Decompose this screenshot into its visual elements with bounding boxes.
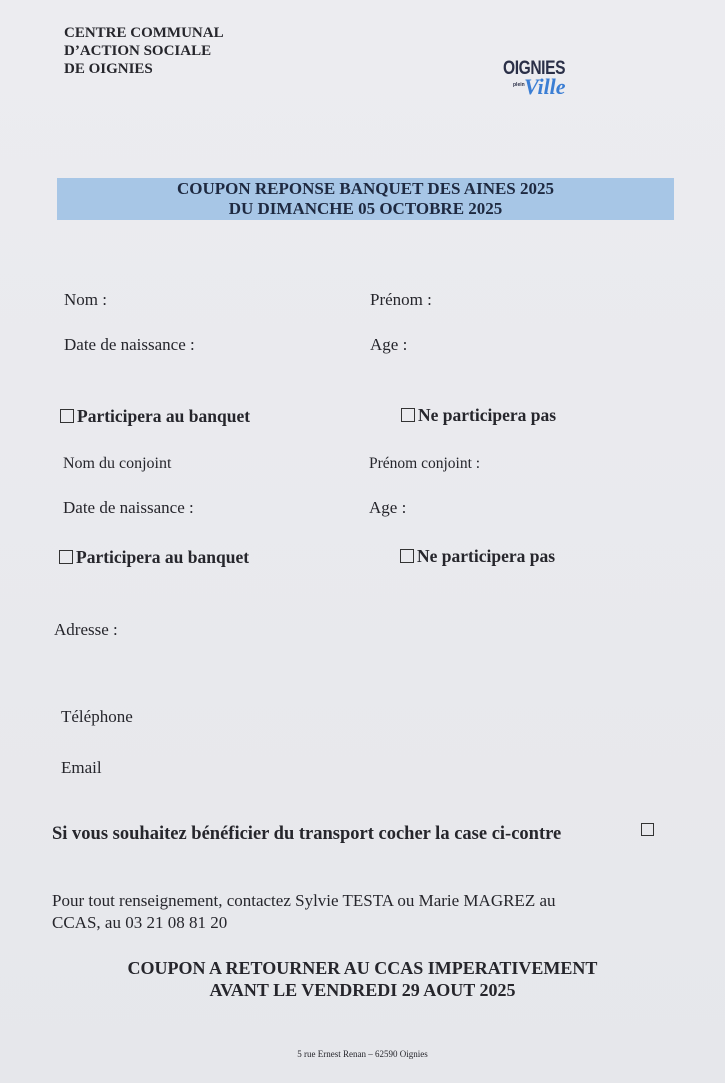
oignies-logo	[503, 58, 583, 108]
contact-line-1: Pour tout renseignement, contactez Sylvie TESTA ou Marie MAGREZ au	[52, 891, 556, 910]
email-label: Email	[61, 758, 102, 777]
participe-conjoint-option[interactable]	[59, 547, 249, 568]
title-line-1: COUPON REPONSE BANQUET DES AINES 2025	[176, 179, 555, 198]
return-line-2: AVANT LE VENDREDI 29 AOUT 2025	[209, 980, 516, 1000]
prenom-conjoint-label: Prénom conjoint :	[369, 455, 481, 472]
participe-conjoint-label: Participera au banquet	[76, 547, 250, 567]
participe-conjoint-checkbox[interactable]	[59, 550, 73, 564]
title-banner	[57, 178, 674, 220]
nom-label: Nom :	[64, 290, 107, 309]
organization-header	[64, 24, 224, 78]
adresse-label: Adresse :	[54, 620, 118, 639]
org-line-1: CENTRE COMMUNAL	[64, 25, 224, 41]
ne-participe-pas-label: Ne participera pas	[418, 405, 557, 425]
date-naissance-conjoint-label: Date de naissance :	[63, 498, 194, 517]
ne-participe-pas-conjoint-label: Ne participera pas	[417, 546, 556, 566]
contact-line-2: CCAS, au 03 21 08 81 20	[52, 913, 228, 932]
age-conjoint-label: Age :	[369, 498, 407, 517]
footer-address: 5 rue Ernest Renan – 62590 Oignies	[297, 1049, 428, 1059]
participe-checkbox[interactable]	[60, 409, 74, 423]
return-line-1: COUPON A RETOURNER AU CCAS IMPERATIVEMENT	[127, 958, 598, 978]
nom-conjoint-label: Nom du conjoint	[63, 455, 172, 472]
prenom-label: Prénom :	[370, 290, 432, 309]
telephone-label: Téléphone	[61, 707, 133, 726]
return-notice	[0, 957, 725, 1001]
contact-info	[52, 890, 556, 934]
ne-participe-pas-checkbox[interactable]	[401, 408, 415, 422]
title-line-2: DU DIMANCHE 05 OCTOBRE 2025	[228, 199, 503, 218]
ne-participe-pas-conjoint-option[interactable]	[400, 546, 555, 567]
date-naissance-label: Date de naissance :	[64, 335, 195, 354]
transport-checkbox[interactable]	[641, 823, 654, 836]
participe-option[interactable]	[60, 406, 250, 427]
org-line-3: DE OIGNIES	[64, 61, 153, 77]
ne-participe-pas-option[interactable]	[401, 405, 556, 426]
participe-label: Participera au banquet	[77, 406, 251, 426]
org-line-2: D’ACTION SOCIALE	[64, 43, 212, 59]
transport-question: Si vous souhaitez bénéficier du transport cocher la case ci-contre	[52, 824, 562, 844]
ne-participe-pas-conjoint-checkbox[interactable]	[400, 549, 414, 563]
logo-text-oignies: OIGNIES	[503, 58, 566, 79]
logo-text-ville: Ville	[524, 74, 566, 99]
age-label: Age :	[370, 335, 408, 354]
logo-text-small: plein	[513, 82, 525, 88]
